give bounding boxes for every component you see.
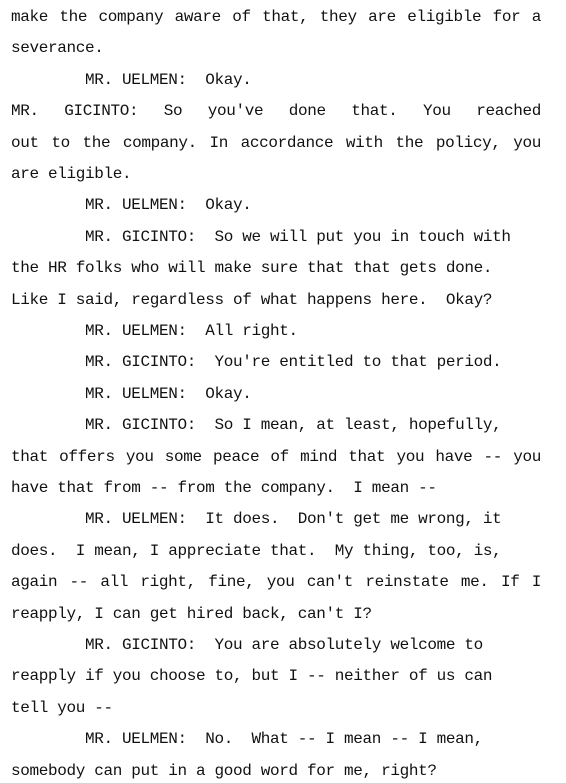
transcript-line: MR. GICINTO: So I mean, at least, hopefully, (11, 416, 502, 435)
transcript-line: MR. UELMEN: All right. (11, 322, 298, 340)
transcript-line: are eligible. (11, 165, 132, 183)
transcript-line: MR. UELMEN: No. What -- I mean -- I mean, (11, 730, 483, 749)
transcript-line: Like I said, regardless of what happens here. Okay? (11, 290, 493, 309)
transcript-line: does. I mean, I appreciate that. My thing, too, is, (11, 541, 502, 560)
transcript-line: MR. UELMEN: Okay. (11, 70, 252, 89)
transcript-line: reapply, I can get hired back, can't I? (11, 604, 372, 623)
transcript-line: make the company aware of that, they are eligible for a (11, 8, 541, 26)
transcript-line: MR. GICINTO: So we will put you in touch with (11, 227, 511, 246)
transcript-line: MR. GICINTO: You are absolutely welcome to (11, 636, 483, 654)
transcript-line: reapply if you choose to, but I -- neither of us can (11, 667, 493, 686)
transcript-line: MR. UELMEN: Okay. (11, 384, 252, 403)
transcript-line: MR. UELMEN: Okay. (11, 196, 252, 215)
transcript-line: tell you -- (11, 698, 113, 717)
transcript-line: severance. (11, 39, 104, 58)
transcript-line: that offers you some peace of mind that you have -- you (11, 447, 541, 466)
transcript-line: out to the company. In accordance with the policy, you (11, 133, 541, 152)
transcript-line: somebody can put in a good word for me, right? (11, 761, 437, 780)
transcript-line: MR. UELMEN: It does. Don't get me wrong, it (11, 510, 502, 529)
transcript-line: again -- all right, fine, you can't reinstate me. If I (11, 573, 541, 592)
transcript-line: the HR folks who will make sure that that gets done. (11, 259, 493, 278)
transcript-line: have that from -- from the company. I mean -- (11, 479, 437, 497)
transcript-line: MR. GICINTO: You're entitled to that period. (11, 353, 502, 372)
transcript-line: MR. GICINTO: So you've done that. You reached (11, 102, 541, 121)
